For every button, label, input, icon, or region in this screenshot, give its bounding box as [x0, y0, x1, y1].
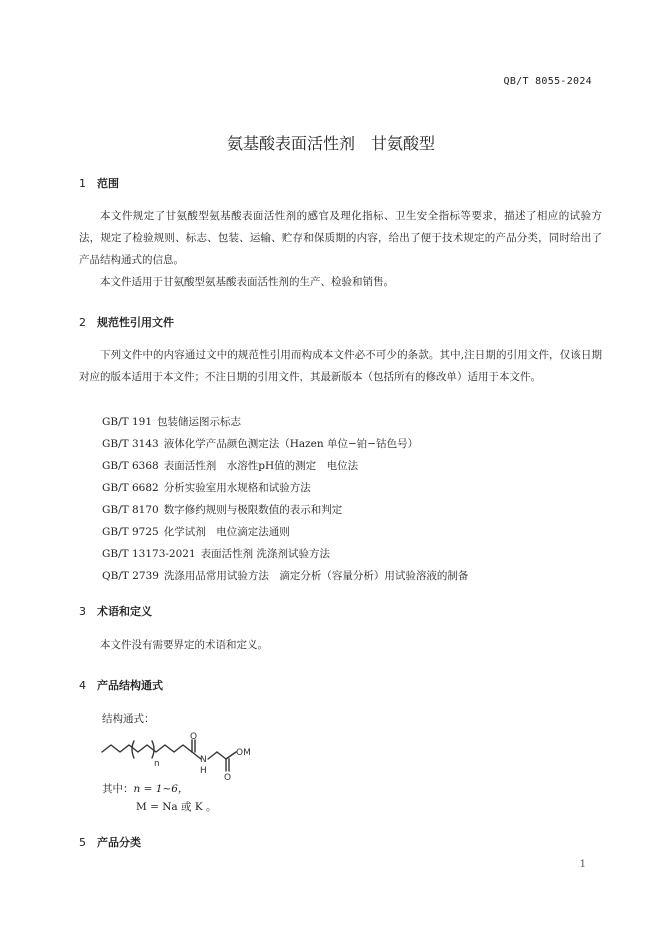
reference-item — [102, 458, 358, 473]
amide-nitrogen: N — [200, 755, 207, 765]
alkyl-chain — [102, 745, 192, 752]
c-om-bond — [226, 752, 236, 759]
formula-label: 结构通式： — [102, 713, 155, 725]
reference-item — [102, 414, 241, 429]
reference-item — [102, 502, 342, 517]
reference-title: 表面活性剂 洗涤剂试验方法 — [200, 548, 330, 560]
section-title: 产品分类 — [97, 836, 141, 849]
reference-title: 液体化学产品颜色测定法（Hazen 单位−铂−钴色号） — [163, 438, 419, 450]
section-heading-terms — [79, 603, 152, 619]
section-number: 1 — [79, 177, 86, 190]
repeat-subscript: n — [154, 759, 160, 769]
reference-title: 包装储运图示标志 — [157, 416, 242, 428]
section-title: 术语和定义 — [97, 605, 152, 618]
reference-item — [102, 568, 468, 583]
where-n: n = 1~6， — [133, 783, 189, 795]
reference-code: GB/T 6368 — [102, 460, 159, 472]
carboxyl-oxygen: O — [224, 773, 232, 780]
reference-title: 化学试剂 电位滴定法通则 — [163, 526, 290, 538]
scope-paragraph-2: 本文件适用于甘氨酸型氨基酸表面活性剂的生产、检验和销售。 — [100, 276, 394, 288]
scope-paragraph-1: 本文件规定了甘氨酸型氨基酸表面活性剂的感官及理化指标、卫生安全指标等要求，描述了相应的试验方法，规定了检验规则、标志、包装、运输、贮存和保质期的内容，给出了便于技术规定的产品分类，同时给出了产品结构通式的信息。 — [79, 210, 602, 266]
reference-code: GB/T 8170 — [102, 504, 159, 516]
document-title: 氨基酸表面活性剂 甘氨酸型 — [226, 134, 435, 153]
terms-paragraph: 本文件没有需要界定的术语和定义。 — [100, 639, 268, 651]
section-number: 5 — [79, 836, 86, 849]
reference-item — [102, 524, 290, 539]
section-number: 3 — [79, 605, 86, 618]
reference-code: GB/T 9725 — [102, 526, 159, 538]
section-title: 规范性引用文件 — [97, 316, 174, 329]
standard-code: QB/T 8055-2024 — [503, 76, 592, 87]
section-number: 4 — [79, 679, 86, 692]
carbonyl-oxygen: O — [190, 732, 198, 742]
where-m-line: M = Na 或 K 。 — [136, 801, 217, 813]
page-number: 1 — [579, 859, 586, 870]
where-prefix: 其中： — [102, 783, 134, 795]
reference-code: GB/T 191 — [102, 416, 153, 428]
section-number: 2 — [79, 316, 86, 329]
section-title: 产品结构通式 — [97, 679, 163, 692]
section-heading-classification — [79, 834, 141, 850]
section-heading-structure — [79, 677, 163, 693]
reference-item — [102, 436, 418, 451]
reference-code: GB/T 3143 — [102, 438, 159, 450]
reference-item — [102, 546, 330, 561]
reference-code: GB/T 13173-2021 — [102, 548, 196, 560]
section-title: 范围 — [97, 177, 119, 190]
reference-code: QB/T 2739 — [102, 570, 159, 582]
reference-title: 分析实验室用水规格和试验方法 — [163, 482, 311, 494]
where-n-line — [102, 781, 188, 796]
section-heading-scope — [79, 175, 119, 191]
reference-title: 数字修约规则与极限数值的表示和判定 — [163, 504, 343, 516]
reference-code: GB/T 6682 — [102, 482, 159, 494]
references-intro: 下列文件中的内容通过文中的规范性引用而构成本文件必不可少的条款。其中,注日期的引用文件，仅该日期对应的版本适用于本文件；不注日期的引用文件，其最新版本（包括所有的修改单）适用于本文件。 — [79, 349, 602, 383]
n-ch2-bond — [208, 752, 217, 759]
reference-item — [102, 480, 311, 495]
reference-title: 表面活性剂 水溶性pH值的测定 电位法 — [163, 460, 359, 472]
amide-hydrogen: H — [200, 766, 207, 776]
om-group: OM — [236, 748, 251, 758]
ch2-c-bond — [217, 752, 226, 759]
structural-formula-diagram — [100, 730, 270, 780]
section-heading-references — [79, 314, 174, 330]
reference-title: 洗涤用品常用试验方法 滴定分析（容量分析）用试验溶液的制备 — [163, 570, 469, 582]
